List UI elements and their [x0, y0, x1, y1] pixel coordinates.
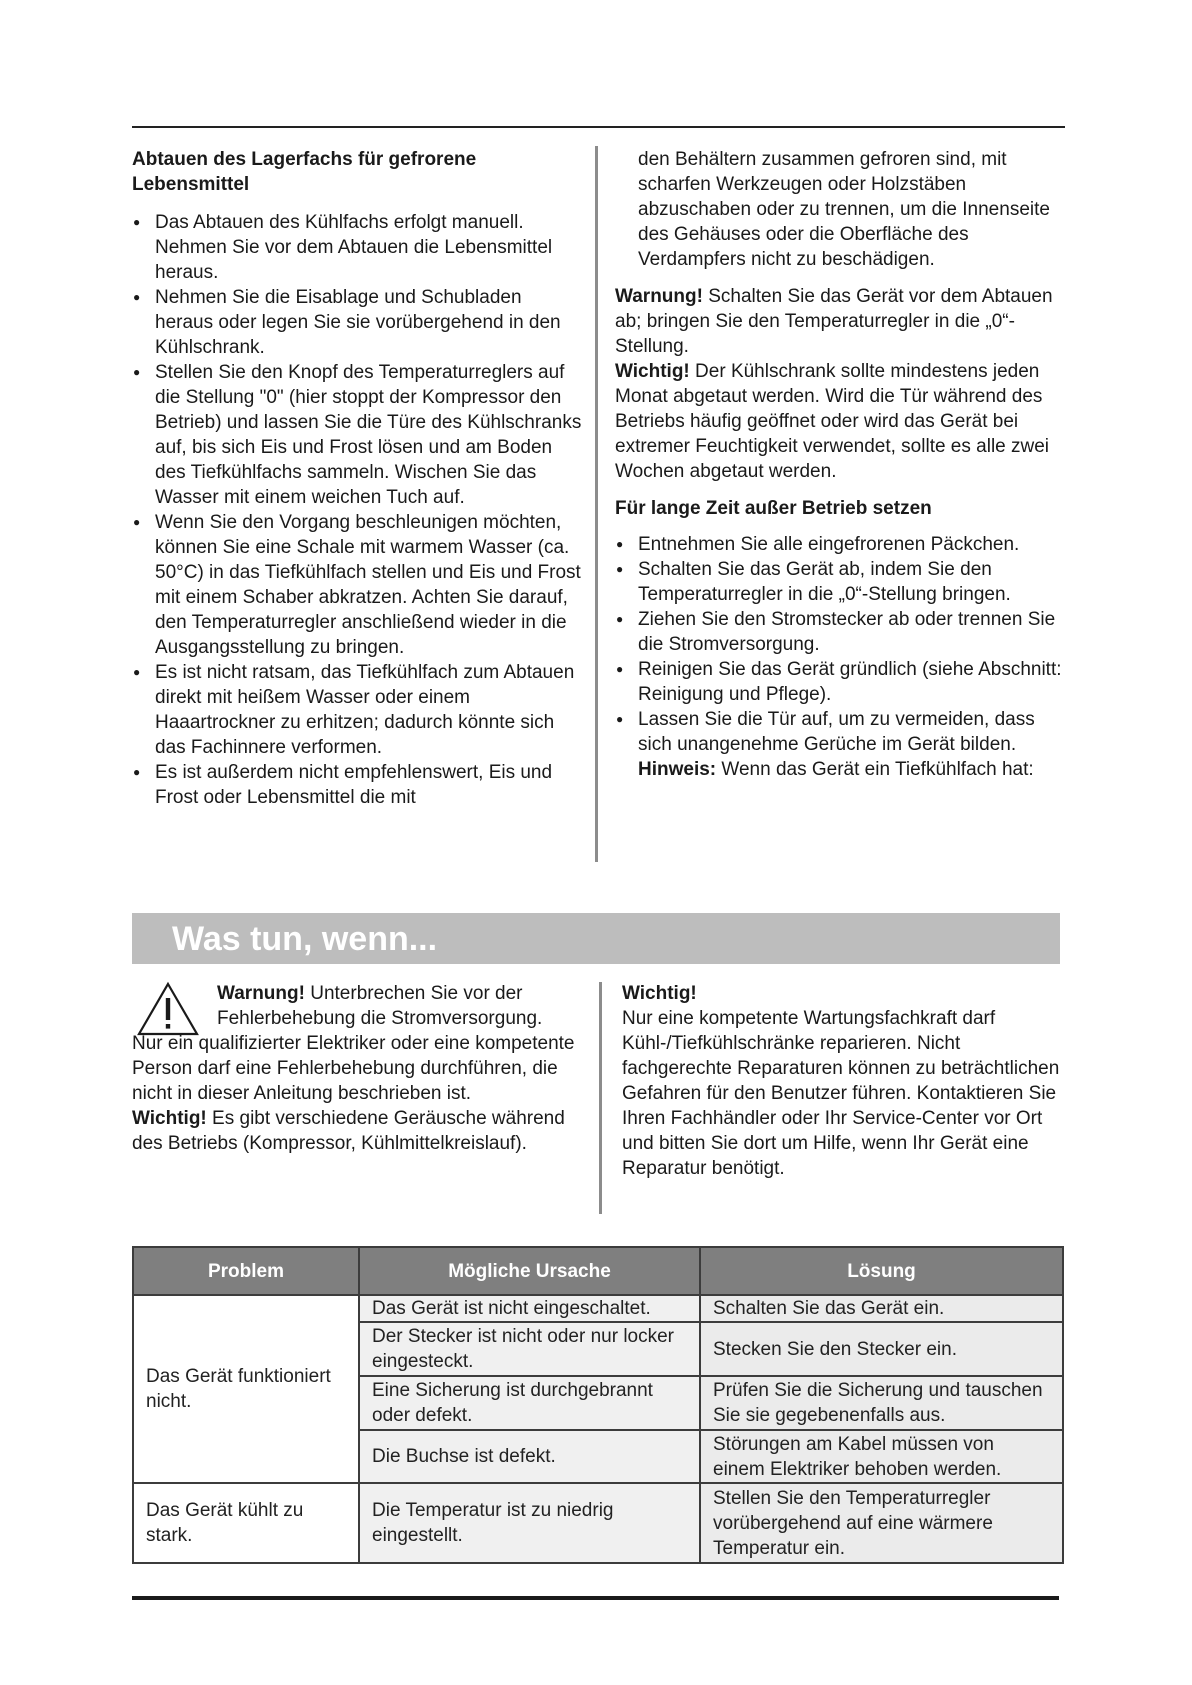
problem-cell: Das Gerät kühlt zu stark. — [133, 1483, 359, 1563]
bullet-continuation: den Behältern zusammen gefroren sind, mit scharfen Werkzeugen oder Holzstäben abzuschaben oder zu trennen, um die Innenseite des Gehäuses oder die Oberfläche des Verdampfers nicht zu beschädigen. — [638, 149, 1050, 270]
list-item: ● Das Abtauen des Kühlfachs erfolgt manuell. Nehmen Sie vor dem Abtauen die Lebensmittel heraus. — [132, 210, 582, 285]
solution-cell: Stellen Sie den Temperaturregler vorübergehend auf eine wärmere Temperatur ein. — [700, 1483, 1063, 1563]
defrost-column-left — [132, 147, 582, 810]
defrost-important — [615, 359, 1065, 484]
defrost-warning — [615, 284, 1065, 359]
qualified-electrician-text: Nur ein qualifizierter Elektriker oder eine kompetente Person darf eine Fehlerbehebung durchführen, die nicht in dieser Anleitung beschrieben ist. — [132, 1033, 575, 1104]
column-divider — [599, 982, 602, 1214]
troubleshooting-table — [132, 1246, 1064, 1564]
important-text: Es gibt verschiedene Geräusche während des Betriebs (Kompressor, Kühlmittelkreislauf). — [132, 1108, 565, 1154]
warning-label: Warnung! — [615, 286, 703, 307]
note-label: Hinweis: — [638, 759, 717, 780]
important-text: Der Kühlschrank sollte mindestens jeden Monat abgetaut werden. Wird die Tür während des Betriebs häufig geöffnet oder wird das Gerät bei extremer Feuchtigkeit verwendet, sollte es alle zwei Wochen abgetaut werden. — [615, 361, 1050, 482]
troubleshoot-column-right — [622, 981, 1062, 1181]
header-solution: Lösung — [700, 1247, 1063, 1295]
table-row — [133, 1295, 1063, 1322]
list-item: ● Es ist nicht ratsam, das Tiefkühlfach zum Abtauen direkt mit heißem Wasser oder einem Haaartrockner zu erhitzen; dadurch könnte sich das Fachinnere verformen. — [132, 660, 582, 760]
important-label: Wichtig! — [132, 1108, 207, 1129]
repair-important-text: Nur eine kompetente Wartungsfachkraft darf Kühl-/Tiefkühlschränke reparieren. Nicht fachgerechte Reparaturen können zu beträchtlichen Gefahren für den Benutzer führen. Kontaktieren Sie Ihren Fachhändler oder Ihr Service-Center vor Ort und bitten Sie dort um Hilfe, wenn Ihr Gerät eine Reparatur benötigt. — [622, 1008, 1060, 1179]
storage-steps-list — [615, 532, 1065, 757]
cause-cell: Die Temperatur ist zu niedrig eingestellt. — [359, 1483, 700, 1563]
list-item: ● Schalten Sie das Gerät ab, indem Sie den Temperaturregler in die „0“-Stellung bringen. — [615, 557, 1065, 607]
header-cause: Mögliche Ursache — [359, 1247, 700, 1295]
freezer-note — [615, 757, 1065, 782]
troubleshoot-warning — [217, 981, 582, 1031]
top-rule — [132, 126, 1065, 128]
defrost-column-right — [615, 147, 1065, 782]
note-text: Wenn das Gerät ein Tiefkühlfach hat: — [716, 759, 1034, 780]
solution-cell: Stecken Sie den Stecker ein. — [700, 1322, 1063, 1376]
list-item: ● Nehmen Sie die Eisablage und Schubladen heraus oder legen Sie sie vorübergehend in den Kühlschrank. — [132, 285, 582, 360]
header-problem: Problem — [133, 1247, 359, 1295]
banner-title: Was tun, wenn... — [172, 920, 438, 958]
list-item: ● Stellen Sie den Knopf des Temperaturreglers auf die Stellung "0" (hier stoppt der Kompressor den Betrieb) und lassen Sie die Türe des Kühlschranks auf, bis sich Eis und Frost lösen und am Boden des Tiefkühlfachs sammeln. Wischen Sie das Wasser mit einem weichen Tuch auf. — [132, 360, 582, 510]
warning-block — [132, 981, 582, 1031]
solution-cell: Schalten Sie das Gerät ein. — [700, 1295, 1063, 1322]
troubleshoot-column-left — [132, 981, 582, 1156]
warning-triangle-icon — [136, 981, 200, 1037]
repair-important-label — [622, 981, 1062, 1006]
cause-cell: Eine Sicherung ist durchgebrannt oder defekt. — [359, 1376, 700, 1430]
problem-cell: Das Gerät funktioniert nicht. — [133, 1295, 359, 1483]
important-label: Wichtig! — [622, 983, 697, 1004]
warning-label: Warnung! — [217, 983, 305, 1004]
cause-cell: Der Stecker ist nicht oder nur locker eingesteckt. — [359, 1322, 700, 1376]
list-item: ● Reinigen Sie das Gerät gründlich (siehe Abschnitt: Reinigung und Pflege). — [615, 657, 1065, 707]
list-item: ● Entnehmen Sie alle eingefrorenen Päckchen. — [615, 532, 1065, 557]
defrost-heading: Abtauen des Lagerfachs für gefrorene Lebensmittel — [132, 149, 477, 195]
column-divider — [595, 146, 598, 862]
cause-cell: Das Gerät ist nicht eingeschaltet. — [359, 1295, 700, 1322]
list-item: ● Lassen Sie die Tür auf, um zu vermeiden, dass sich unangenehme Gerüche im Gerät bilden. — [615, 707, 1065, 757]
list-item: ● Es ist außerdem nicht empfehlenswert, Eis und Frost oder Lebensmittel die mit — [132, 760, 582, 810]
warning-text: Schalten Sie das Gerät vor dem Abtauen ab; bringen Sie den Temperaturregler in die „0“-Stellung. — [615, 286, 1053, 357]
list-item: ● Wenn Sie den Vorgang beschleunigen möchten, können Sie eine Schale mit warmem Wasser (ca. 50°C) in das Tiefkühlfach stellen und Eis und Frost mit einem Schaber abkratzen. Achten Sie darauf, den Temperaturregler anschließend wieder in die Ausgangsstellung zu bringen. — [132, 510, 582, 660]
bottom-rule — [132, 1596, 1059, 1600]
solution-cell: Prüfen Sie die Sicherung und tauschen Sie sie gegebenenfalls aus. — [700, 1376, 1063, 1430]
solution-cell: Störungen am Kabel müssen von einem Elektriker behoben werden. — [700, 1430, 1063, 1483]
table-row — [133, 1483, 1063, 1563]
warning-text: Unterbrechen Sie vor der Fehlerbehebung die Stromversorgung. — [217, 983, 543, 1029]
list-item: ● Ziehen Sie den Stromstecker ab oder trennen Sie die Stromversorgung. — [615, 607, 1065, 657]
table-header-row — [133, 1247, 1063, 1295]
important-label: Wichtig! — [615, 361, 690, 382]
cause-cell: Die Buchse ist defekt. — [359, 1430, 700, 1483]
noise-important — [132, 1106, 582, 1156]
section-banner — [132, 913, 1060, 964]
storage-heading: Für lange Zeit außer Betrieb setzen — [615, 498, 932, 519]
defrost-steps-list — [132, 210, 582, 810]
